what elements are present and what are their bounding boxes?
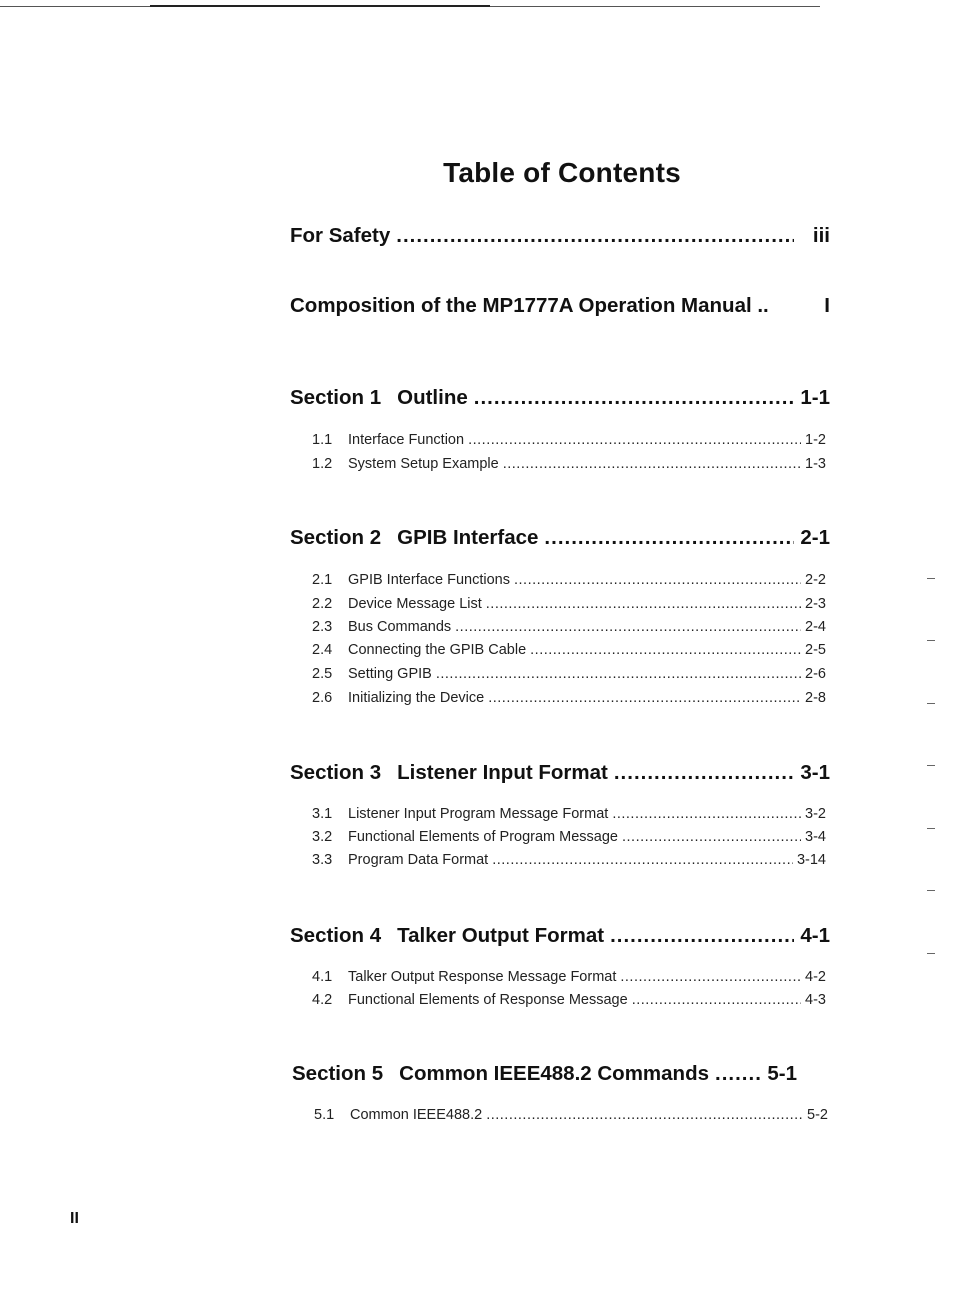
subsection-label: Device Message List bbox=[348, 596, 482, 612]
subsection-page: 2-8 bbox=[805, 690, 826, 706]
subsection-number: 2.5 bbox=[312, 666, 333, 682]
leader-dots bbox=[468, 432, 801, 448]
subsection-page: 3-2 bbox=[805, 806, 826, 822]
leader-dots bbox=[488, 690, 801, 706]
toc-subsection[interactable] bbox=[312, 829, 826, 845]
subsection-page: 1-3 bbox=[805, 456, 826, 472]
toc-subsection[interactable] bbox=[312, 456, 826, 472]
toc-subsection[interactable] bbox=[314, 1107, 828, 1123]
toc-subsection[interactable] bbox=[312, 690, 826, 706]
subsection-number: 2.6 bbox=[312, 690, 333, 706]
toc-section-5[interactable] bbox=[292, 1062, 830, 1086]
subsection-label: Listener Input Program Message Format bbox=[348, 806, 609, 822]
subsection-number: 2.2 bbox=[312, 596, 333, 612]
leader-dots bbox=[486, 1107, 803, 1123]
toc-subsection[interactable] bbox=[312, 806, 826, 822]
subsection-label: GPIB Interface Functions bbox=[348, 572, 510, 588]
subsection-label: Connecting the GPIB Cable bbox=[348, 642, 527, 658]
leader-dots bbox=[455, 619, 801, 635]
subsection-page: 2-6 bbox=[805, 666, 826, 682]
section-number: Section 4 bbox=[290, 924, 382, 947]
subsection-label: Initializing the Device bbox=[348, 690, 485, 706]
toc-subsection[interactable] bbox=[312, 666, 826, 682]
subsection-number: 3.1 bbox=[312, 806, 333, 822]
section-page: 5-1 bbox=[767, 1062, 798, 1085]
margin-mark bbox=[927, 703, 935, 704]
subsection-label: System Setup Example bbox=[348, 456, 499, 472]
section-number: Section 3 bbox=[290, 761, 382, 784]
toc-subsection[interactable] bbox=[312, 619, 826, 635]
subsection-number: 2.3 bbox=[312, 619, 333, 635]
toc-entry-for-safety[interactable] bbox=[290, 224, 830, 248]
leader-dots bbox=[530, 642, 801, 658]
subsection-number: 4.2 bbox=[312, 992, 333, 1008]
subsection-page: 5-2 bbox=[807, 1107, 828, 1123]
leader-dots bbox=[474, 386, 794, 410]
subsection-page: 2-5 bbox=[805, 642, 826, 658]
subsection-number: 3.3 bbox=[312, 852, 333, 868]
toc-subsection[interactable] bbox=[312, 969, 826, 985]
page-title: Table of Contents bbox=[443, 157, 681, 188]
toc-entry-label: For Safety bbox=[290, 224, 391, 247]
toc-entry-label: Composition of the MP1777A Operation Manual .. bbox=[290, 294, 769, 317]
leader-dots bbox=[492, 852, 793, 868]
leader-dots bbox=[436, 666, 801, 682]
leader-dots bbox=[544, 526, 794, 550]
toc-section-4[interactable] bbox=[290, 924, 830, 948]
section-title: Outline bbox=[397, 386, 468, 409]
subsection-number: 1.2 bbox=[312, 456, 333, 472]
subsection-page: 3-14 bbox=[796, 852, 826, 868]
subsection-label: Functional Elements of Program Message bbox=[348, 829, 618, 845]
toc-subsection[interactable] bbox=[312, 642, 826, 658]
subsection-label: Common IEEE488.2 bbox=[350, 1107, 483, 1123]
toc-subsection[interactable] bbox=[312, 992, 826, 1008]
margin-mark bbox=[927, 578, 935, 579]
subsection-page: 1-2 bbox=[805, 432, 826, 448]
subsection-label: Setting GPIB bbox=[348, 666, 432, 682]
leader-dots bbox=[614, 761, 794, 785]
section-number: Section 2 bbox=[290, 526, 382, 549]
leader-dots bbox=[610, 924, 794, 948]
section-title: GPIB Interface bbox=[397, 526, 539, 549]
subsection-label: Functional Elements of Response Message bbox=[348, 992, 628, 1008]
leader-dots bbox=[622, 829, 801, 845]
toc-entry-page: iii bbox=[812, 224, 830, 247]
margin-mark bbox=[927, 828, 935, 829]
subsection-number: 2.1 bbox=[312, 572, 333, 588]
section-title: Listener Input Format bbox=[397, 761, 608, 784]
leader-dots bbox=[715, 1062, 761, 1086]
subsection-label: Interface Function bbox=[348, 432, 465, 448]
toc-section-3[interactable] bbox=[290, 761, 830, 785]
margin-mark bbox=[927, 765, 935, 766]
subsection-label: Bus Commands bbox=[348, 619, 452, 635]
toc-section-2[interactable] bbox=[290, 526, 830, 550]
section-title: Common IEEE488.2 Commands bbox=[399, 1062, 710, 1085]
margin-mark bbox=[927, 640, 935, 641]
toc-subsection[interactable] bbox=[312, 596, 826, 612]
toc-subsection[interactable] bbox=[312, 432, 826, 448]
leader-dots bbox=[620, 969, 801, 985]
leader-dots bbox=[503, 456, 801, 472]
subsection-number: 4.1 bbox=[312, 969, 333, 985]
leader-dots bbox=[486, 596, 801, 612]
subsection-page: 4-2 bbox=[805, 969, 826, 985]
section-page: 2-1 bbox=[800, 526, 830, 549]
subsection-page: 2-4 bbox=[805, 619, 826, 635]
subsection-label: Talker Output Response Message Format bbox=[348, 969, 617, 985]
subsection-number: 1.1 bbox=[312, 432, 333, 448]
toc-entry-composition[interactable] bbox=[290, 294, 830, 318]
section-page: 4-1 bbox=[800, 924, 830, 947]
section-number: Section 5 bbox=[292, 1062, 384, 1085]
subsection-page: 2-3 bbox=[805, 596, 826, 612]
leader-dots bbox=[396, 224, 794, 248]
toc-entry-page: I bbox=[824, 294, 830, 317]
toc-section-1[interactable] bbox=[290, 386, 830, 410]
section-number: Section 1 bbox=[290, 386, 382, 409]
subsection-page: 3-4 bbox=[805, 829, 826, 845]
toc-subsection[interactable] bbox=[312, 852, 826, 868]
subsection-page: 2-2 bbox=[805, 572, 826, 588]
subsection-label: Program Data Format bbox=[348, 852, 489, 868]
subsection-number: 5.1 bbox=[314, 1107, 335, 1123]
leader-dots bbox=[612, 806, 801, 822]
section-page: 1-1 bbox=[800, 386, 830, 409]
leader-dots bbox=[514, 572, 801, 588]
page-number: II bbox=[70, 1210, 79, 1227]
subsection-number: 2.4 bbox=[312, 642, 333, 658]
top-rule-thick bbox=[150, 5, 490, 7]
subsection-page: 4-3 bbox=[805, 992, 826, 1008]
margin-mark bbox=[927, 890, 935, 891]
section-title: Talker Output Format bbox=[397, 924, 605, 947]
leader-dots bbox=[632, 992, 801, 1008]
toc-subsection[interactable] bbox=[312, 572, 826, 588]
subsection-number: 3.2 bbox=[312, 829, 333, 845]
margin-mark bbox=[927, 953, 935, 954]
section-page: 3-1 bbox=[800, 761, 830, 784]
